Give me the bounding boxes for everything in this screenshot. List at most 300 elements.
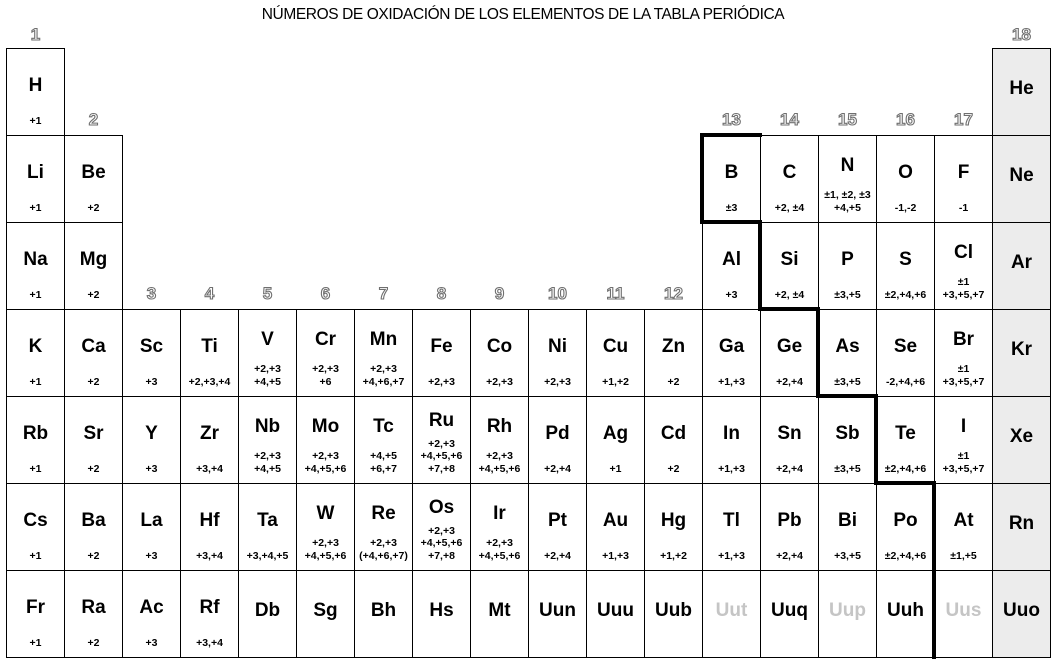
oxidation-states	[146, 376, 158, 389]
oxidation-state-line: +2	[87, 637, 100, 650]
oxidation-states	[305, 450, 347, 476]
oxidation-state-line: +1	[29, 550, 42, 563]
element-symbol: Ir	[493, 503, 506, 525]
oxidation-state-line: ±3,+5	[834, 289, 861, 302]
element-symbol: Br	[952, 329, 975, 351]
element-symbol: Ga	[718, 335, 745, 357]
element-symbol: Rn	[1008, 512, 1035, 534]
group-label-6: 6	[320, 284, 331, 303]
oxidation-state-line: +4,+5,+6	[420, 537, 463, 550]
oxidation-state-line: +2,+4	[544, 463, 571, 476]
element-symbol: Uuq	[771, 599, 808, 621]
group-label-8: 8	[436, 284, 447, 303]
element-cell-W	[296, 483, 355, 571]
oxidation-states	[718, 376, 745, 389]
element-cell-Au	[586, 483, 645, 571]
element-symbol: Bh	[370, 599, 397, 621]
element-cell-Ba	[64, 483, 123, 571]
oxidation-states	[943, 363, 985, 389]
element-symbol: Cu	[602, 335, 629, 357]
oxidation-states	[726, 202, 738, 215]
element-symbol: Ta	[257, 509, 278, 531]
metalloid-staircase-segment	[700, 133, 762, 137]
element-cell-Po	[876, 483, 935, 571]
oxidation-state-line: +1	[29, 463, 42, 476]
oxidation-state-line: +1,+3	[718, 463, 745, 476]
element-symbol: Cd	[660, 422, 687, 444]
oxidation-state-line: -1,-2	[894, 202, 917, 215]
oxidation-state-line: +7,+8	[428, 550, 455, 563]
element-cell-Ra	[64, 570, 123, 658]
oxidation-states	[776, 376, 803, 389]
oxidation-states	[146, 550, 158, 563]
element-symbol: Be	[81, 161, 106, 183]
group-label-17: 17	[954, 110, 973, 129]
oxidation-state-line: +3	[145, 376, 158, 389]
element-cell-Br	[934, 309, 993, 397]
element-symbol: Hg	[660, 509, 687, 531]
oxidation-state-line: ±3,+5	[834, 463, 861, 476]
oxidation-state-line: +2,+3	[254, 363, 281, 376]
element-cell-Ac	[122, 570, 181, 658]
element-cell-Sr	[64, 396, 123, 484]
element-symbol: Pd	[545, 422, 570, 444]
group-label-1: 1	[30, 25, 41, 44]
oxidation-state-line: +4,+5	[370, 450, 397, 463]
oxidation-states	[421, 438, 463, 476]
oxidation-state-line: +2,+3	[312, 450, 339, 463]
oxidation-state-line: +3,+5,+7	[942, 376, 985, 389]
oxidation-state-line: -1	[958, 202, 969, 215]
oxidation-state-line: +2,+3	[486, 450, 513, 463]
element-cell-Ag	[586, 396, 645, 484]
oxidation-state-line: +2, ±4	[774, 289, 805, 302]
oxidation-states	[30, 376, 42, 389]
oxidation-state-line: ±2,+4,+6	[884, 463, 927, 476]
element-cell-Li	[6, 135, 65, 223]
metalloid-staircase-segment	[700, 133, 704, 224]
element-cell-H	[6, 48, 65, 136]
element-cell-Uub	[644, 570, 703, 658]
element-symbol: Uun	[539, 599, 576, 621]
oxidation-states	[479, 450, 521, 476]
element-symbol: I	[960, 416, 967, 438]
element-symbol: Se	[893, 335, 918, 357]
element-symbol: Na	[23, 248, 48, 270]
element-cell-Co	[470, 309, 529, 397]
metalloid-staircase-segment	[932, 481, 936, 659]
oxidation-states	[30, 463, 42, 476]
oxidation-state-line: +4,+5,+6	[304, 550, 347, 563]
element-symbol: Ca	[81, 335, 106, 357]
oxidation-states	[30, 202, 42, 215]
element-symbol: Kr	[1010, 338, 1033, 360]
element-cell-Ni	[528, 309, 587, 397]
element-symbol: C	[782, 161, 797, 183]
element-cell-Os	[412, 483, 471, 571]
oxidation-states	[88, 376, 100, 389]
element-cell-Rf	[180, 570, 239, 658]
element-symbol: As	[835, 335, 860, 357]
oxidation-state-line: +4,+5	[834, 202, 861, 215]
element-symbol: Sg	[313, 599, 338, 621]
element-symbol: Mo	[311, 416, 340, 438]
metalloid-staircase-segment	[874, 394, 878, 485]
element-cell-Uus	[934, 570, 993, 658]
element-cell-Rn	[992, 483, 1051, 571]
oxidation-state-line: +3,+4	[196, 550, 223, 563]
element-symbol: Uuu	[597, 599, 634, 621]
element-cell-Bi	[818, 483, 877, 571]
oxidation-state-line: ±1	[957, 276, 970, 289]
oxidation-state-line: +4,+5,+6	[304, 463, 347, 476]
element-symbol: Nb	[254, 416, 281, 438]
element-symbol: Uuo	[1003, 599, 1040, 621]
element-cell-Cs	[6, 483, 65, 571]
oxidation-state-line: +2,+4	[776, 376, 803, 389]
oxidation-states	[885, 289, 926, 302]
element-cell-I	[934, 396, 993, 484]
oxidation-state-line: +2,+3	[370, 363, 397, 376]
oxidation-state-line: +6,+7	[370, 463, 397, 476]
oxidation-states	[834, 463, 861, 476]
oxidation-state-line: -2,+4,+6	[885, 376, 926, 389]
oxidation-states	[544, 463, 571, 476]
oxidation-state-line: +2	[667, 376, 680, 389]
element-symbol: K	[28, 335, 43, 357]
oxidation-states	[950, 550, 977, 563]
oxidation-state-line: +3,+5,+7	[942, 463, 985, 476]
element-cell-Pd	[528, 396, 587, 484]
element-symbol: Re	[371, 503, 396, 525]
element-symbol: V	[261, 329, 274, 351]
element-symbol: Zn	[661, 335, 686, 357]
element-symbol: Fr	[26, 596, 45, 618]
oxidation-state-line: +4,+6,+7	[362, 376, 405, 389]
element-symbol: Sc	[139, 335, 164, 357]
oxidation-state-line: +1	[609, 463, 622, 476]
element-symbol: Ba	[81, 509, 106, 531]
element-cell-Ti	[180, 309, 239, 397]
oxidation-states	[602, 376, 629, 389]
group-label-14: 14	[780, 110, 799, 129]
oxidation-state-line: +2	[667, 463, 680, 476]
element-symbol: Li	[27, 161, 44, 183]
element-symbol: Ge	[776, 335, 803, 357]
oxidation-state-line: +3,+4,+5	[246, 550, 289, 563]
oxidation-state-line: +2,+4	[776, 550, 803, 563]
element-cell-Se	[876, 309, 935, 397]
oxidation-state-line: +6	[319, 376, 332, 389]
oxidation-state-line: +4,+5,+6	[478, 550, 521, 563]
oxidation-states	[718, 463, 745, 476]
element-symbol: La	[140, 509, 163, 531]
oxidation-states	[30, 115, 42, 128]
element-symbol: Uuh	[887, 599, 924, 621]
oxidation-state-line: +1	[29, 202, 42, 215]
oxidation-states	[30, 550, 42, 563]
element-symbol: Ag	[602, 422, 629, 444]
element-symbol: Xe	[1009, 425, 1034, 447]
element-symbol: O	[898, 161, 913, 183]
oxidation-states	[146, 463, 158, 476]
oxidation-states	[834, 376, 861, 389]
oxidation-states	[421, 525, 463, 563]
oxidation-states	[254, 363, 281, 389]
oxidation-state-line: +1,+3	[718, 550, 745, 563]
element-cell-Fr	[6, 570, 65, 658]
element-cell-Ir	[470, 483, 529, 571]
oxidation-states	[726, 289, 738, 302]
oxidation-states	[254, 450, 281, 476]
element-symbol: Tc	[373, 416, 394, 438]
oxidation-state-line: +2,+3	[254, 450, 281, 463]
element-cell-Hg	[644, 483, 703, 571]
oxidation-states	[359, 537, 408, 563]
group-label-18: 18	[1012, 25, 1031, 44]
element-symbol: Zr	[200, 422, 219, 444]
element-cell-As	[818, 309, 877, 397]
element-symbol: Bi	[838, 509, 857, 531]
element-cell-Nb	[238, 396, 297, 484]
element-cell-Xe	[992, 396, 1051, 484]
oxidation-state-line: +1,+3	[602, 550, 629, 563]
element-cell-Uuu	[586, 570, 645, 658]
oxidation-states	[363, 363, 405, 389]
oxidation-states	[88, 289, 100, 302]
group-label-3: 3	[146, 284, 157, 303]
element-symbol: S	[899, 248, 912, 270]
oxidation-state-line: +2	[87, 376, 100, 389]
oxidation-states	[885, 463, 926, 476]
element-symbol: Te	[895, 422, 916, 444]
element-symbol: H	[28, 74, 43, 96]
element-cell-Al	[702, 222, 761, 310]
element-cell-Ar	[992, 222, 1051, 310]
element-cell-Mo	[296, 396, 355, 484]
oxidation-state-line: ±1	[957, 363, 970, 376]
element-cell-Hs	[412, 570, 471, 658]
element-cell-Ge	[760, 309, 819, 397]
oxidation-states	[943, 450, 985, 476]
element-cell-Y	[122, 396, 181, 484]
oxidation-states	[834, 289, 861, 302]
element-cell-Tc	[354, 396, 413, 484]
oxidation-state-line: +2,+3	[486, 537, 513, 550]
metalloid-staircase-segment	[758, 307, 820, 311]
element-symbol: Si	[780, 248, 799, 270]
element-cell-Na	[6, 222, 65, 310]
element-symbol: Ar	[1010, 251, 1033, 273]
element-symbol: Ru	[428, 409, 455, 431]
element-symbol: Rf	[199, 596, 220, 618]
metalloid-staircase-segment	[816, 394, 878, 398]
oxidation-states	[196, 463, 223, 476]
oxidation-state-line: +2,+3	[428, 376, 455, 389]
element-symbol: Ni	[548, 335, 567, 357]
oxidation-state-line: +2	[87, 550, 100, 563]
oxidation-state-line: ±1,+5	[950, 550, 977, 563]
oxidation-states	[824, 189, 870, 215]
oxidation-state-line: +3,+4	[196, 463, 223, 476]
oxidation-states	[895, 202, 917, 215]
oxidation-states	[660, 550, 687, 563]
group-label-11: 11	[606, 284, 625, 303]
element-cell-B	[702, 135, 761, 223]
oxidation-states	[196, 550, 223, 563]
oxidation-states	[305, 537, 347, 563]
element-cell-Uuh	[876, 570, 935, 658]
page-title: NÚMEROS DE OXIDACIÓN DE LOS ELEMENTOS DE LA TABLA PERIÓDICA	[261, 6, 785, 23]
element-symbol: In	[723, 422, 740, 444]
element-cell-V	[238, 309, 297, 397]
oxidation-states	[610, 463, 622, 476]
element-cell-Cd	[644, 396, 703, 484]
oxidation-state-line: +2,+3	[428, 524, 455, 537]
element-symbol: Cr	[314, 329, 337, 351]
element-cell-Rh	[470, 396, 529, 484]
oxidation-states	[775, 202, 804, 215]
element-symbol: Cs	[23, 509, 48, 531]
element-cell-Hf	[180, 483, 239, 571]
oxidation-states	[668, 463, 680, 476]
oxidation-states	[88, 463, 100, 476]
metalloid-staircase-segment	[816, 307, 820, 398]
group-label-7: 7	[378, 284, 389, 303]
element-symbol: At	[953, 509, 974, 531]
element-cell-Rb	[6, 396, 65, 484]
metalloid-staircase-segment	[700, 220, 762, 224]
element-symbol: Ti	[201, 335, 218, 357]
element-symbol: Uus	[945, 599, 982, 621]
oxidation-states	[959, 202, 968, 215]
oxidation-state-line: +2,+3,+4	[188, 376, 231, 389]
oxidation-state-line: +3	[145, 550, 158, 563]
oxidation-states	[943, 276, 985, 302]
element-symbol: F	[957, 161, 970, 183]
oxidation-state-line: +3,+4	[196, 637, 223, 650]
oxidation-state-line: +2,+4	[544, 550, 571, 563]
element-cell-Sb	[818, 396, 877, 484]
oxidation-state-line: +1	[29, 637, 42, 650]
element-symbol: Pb	[777, 509, 802, 531]
element-symbol: Co	[486, 335, 513, 357]
element-cell-Uuq	[760, 570, 819, 658]
element-cell-Mg	[64, 222, 123, 310]
oxidation-state-line: +3,+5	[834, 550, 861, 563]
element-symbol: Cl	[954, 242, 973, 264]
oxidation-states	[775, 289, 804, 302]
group-label-15: 15	[838, 110, 857, 129]
element-symbol: Fe	[430, 335, 453, 357]
element-cell-Tl	[702, 483, 761, 571]
oxidation-state-line: +1	[29, 115, 42, 128]
oxidation-state-line: +3	[145, 463, 158, 476]
oxidation-state-line: +2,+3	[544, 376, 571, 389]
group-label-16: 16	[896, 110, 915, 129]
group-label-9: 9	[494, 284, 505, 303]
oxidation-states	[370, 450, 397, 476]
oxidation-state-line: ±3	[725, 202, 738, 215]
element-symbol: W	[316, 503, 335, 525]
element-cell-Uuo	[992, 570, 1051, 658]
element-cell-S	[876, 222, 935, 310]
element-symbol: Al	[722, 248, 741, 270]
element-cell-Mn	[354, 309, 413, 397]
element-symbol: He	[1009, 77, 1034, 99]
oxidation-states	[486, 376, 513, 389]
element-cell-Ga	[702, 309, 761, 397]
oxidation-states	[30, 637, 42, 650]
oxidation-state-line: +2,+3	[312, 363, 339, 376]
element-cell-Sg	[296, 570, 355, 658]
oxidation-state-line: +1,+3	[718, 376, 745, 389]
element-symbol: Mg	[79, 248, 108, 270]
element-symbol: Rh	[486, 416, 513, 438]
element-cell-Db	[238, 570, 297, 658]
element-cell-At	[934, 483, 993, 571]
element-cell-Cr	[296, 309, 355, 397]
element-symbol: Uut	[715, 599, 748, 621]
oxidation-states	[668, 376, 680, 389]
oxidation-states	[312, 363, 339, 389]
element-symbol: Uub	[655, 599, 692, 621]
oxidation-states	[146, 637, 158, 650]
oxidation-state-line: +1	[29, 289, 42, 302]
oxidation-states	[885, 550, 926, 563]
oxidation-state-line: +2, ±4	[774, 202, 805, 215]
element-cell-Pb	[760, 483, 819, 571]
element-symbol: Au	[602, 509, 629, 531]
element-symbol: Tl	[723, 509, 740, 531]
element-cell-Ta	[238, 483, 297, 571]
element-cell-Zn	[644, 309, 703, 397]
oxidation-states	[479, 537, 521, 563]
element-cell-Ru	[412, 396, 471, 484]
group-label-2: 2	[88, 110, 99, 129]
element-cell-Ca	[64, 309, 123, 397]
oxidation-state-line: +1,+2	[660, 550, 687, 563]
element-cell-Uun	[528, 570, 587, 658]
oxidation-states	[88, 202, 100, 215]
element-symbol: Po	[893, 509, 918, 531]
element-cell-K	[6, 309, 65, 397]
element-cell-Sc	[122, 309, 181, 397]
element-cell-Re	[354, 483, 413, 571]
oxidation-state-line: +2	[87, 289, 100, 302]
oxidation-states	[428, 376, 455, 389]
element-symbol: Y	[145, 422, 158, 444]
metalloid-staircase-segment	[874, 481, 936, 485]
oxidation-states	[544, 550, 571, 563]
oxidation-state-line: +4,+5,+6	[420, 450, 463, 463]
oxidation-states	[88, 637, 100, 650]
element-symbol: Mt	[488, 599, 511, 621]
oxidation-states	[189, 376, 231, 389]
oxidation-states	[776, 463, 803, 476]
element-cell-Sn	[760, 396, 819, 484]
element-symbol: Sr	[83, 422, 104, 444]
element-cell-Pt	[528, 483, 587, 571]
metalloid-staircase-segment	[758, 220, 762, 311]
periodic-table	[6, 48, 1050, 657]
oxidation-state-line: ±2,+4,+6	[884, 289, 927, 302]
oxidation-states	[544, 376, 571, 389]
oxidation-state-line: +2	[87, 463, 100, 476]
oxidation-state-line: +2,+3	[486, 376, 513, 389]
element-cell-Ne	[992, 135, 1051, 223]
element-cell-Bh	[354, 570, 413, 658]
